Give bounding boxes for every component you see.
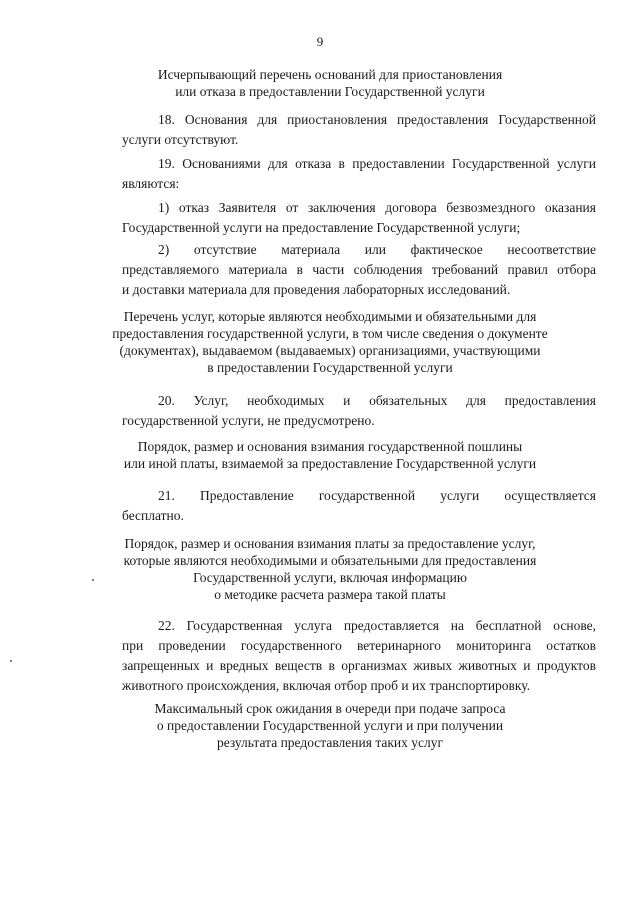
page-number: 9	[316, 34, 324, 49]
paragraph-line: 22. Государственная услуга предоставляется на бесплатной основе,	[158, 618, 596, 633]
paragraph-18	[122, 110, 596, 150]
heading-line: Государственной услуги, включая информацию	[193, 570, 467, 585]
paragraph-line: государственной услуги, не предусмотрено.	[122, 413, 375, 428]
section-heading-fee-methodology	[100, 535, 560, 603]
paragraph-line: 19. Основаниями для отказа в предоставлении Государственной услуги	[158, 156, 596, 171]
paragraph-line: запрещенных и вредных веществ в организмах живых животных и продуктов	[122, 658, 596, 673]
heading-line: в предоставлении Государственной услуги	[207, 360, 453, 375]
paragraph-line: и доставки материала для проведения лабораторных исследований.	[122, 282, 511, 297]
section-heading-grounds-refusal	[110, 66, 550, 100]
heading-line: или отказа в предоставлении Государственной услуги	[175, 84, 485, 99]
scan-speck	[10, 660, 12, 662]
paragraph-line: 1) отказ Заявителя от заключения договора безвозмездного оказания	[158, 200, 596, 215]
paragraph-20	[122, 391, 596, 431]
heading-line: предоставления государственной услуги, в том числе сведения о документе	[112, 326, 548, 341]
paragraph-19	[122, 154, 596, 194]
heading-line: результата предоставления таких услуг	[216, 735, 444, 750]
heading-line: которые являются необходимыми и обязательными для предоставления	[123, 553, 537, 568]
paragraph-line: 21. Предоставление государственной услуги осуществляется	[158, 488, 596, 503]
heading-line: о методике расчета размера такой платы	[214, 587, 446, 602]
heading-line: Перечень услуг, которые являются необходимыми и обязательными для	[123, 309, 537, 324]
heading-line: Порядок, размер и основания взимания платы за предоставление услуг,	[124, 536, 536, 551]
paragraph-line: животного происхождения, включая отбор проб и их транспортировку.	[122, 678, 531, 693]
paragraph-line: являются:	[122, 176, 180, 191]
paragraph-line: при проведении государственного ветеринарного мониторинга остатков	[122, 638, 596, 653]
heading-line: Исчерпывающий перечень оснований для приостановления	[157, 67, 503, 82]
paragraph-line: представляемого материала в части соблюдения требований правил отбора	[122, 262, 596, 277]
list-item-2	[122, 240, 596, 300]
heading-line: о предоставлении Государственной услуги и при получении	[156, 718, 504, 733]
section-heading-required-services	[96, 308, 564, 376]
heading-line: (документах), выдаваемом (выдаваемых) организациями, участвующими	[119, 343, 541, 358]
paragraph-line: 2) отсутствие материала или фактическое несоответствие	[158, 242, 596, 257]
paragraph-21	[122, 486, 596, 526]
section-heading-state-fee	[96, 438, 564, 472]
scan-speck	[92, 579, 94, 581]
list-item-1	[122, 198, 596, 238]
paragraph-line: услуги отсутствуют.	[122, 132, 239, 147]
paragraph-line: Государственной услуги на предоставление Государственной услуги;	[122, 220, 521, 235]
paragraph-line: 18. Основания для приостановления предоставления Государственной	[158, 112, 596, 127]
paragraph-22	[122, 616, 596, 696]
paragraph-line: бесплатно.	[122, 508, 184, 523]
paragraph-line: 20. Услуг, необходимых и обязательных для предоставления	[158, 393, 596, 408]
heading-line: или иной платы, взимаемой за предоставление Государственной услуги	[123, 456, 537, 471]
heading-line: Порядок, размер и основания взимания государственной пошлины	[137, 439, 523, 454]
heading-line: Максимальный срок ожидания в очереди при подаче запроса	[154, 701, 506, 716]
section-heading-max-wait	[110, 700, 550, 751]
